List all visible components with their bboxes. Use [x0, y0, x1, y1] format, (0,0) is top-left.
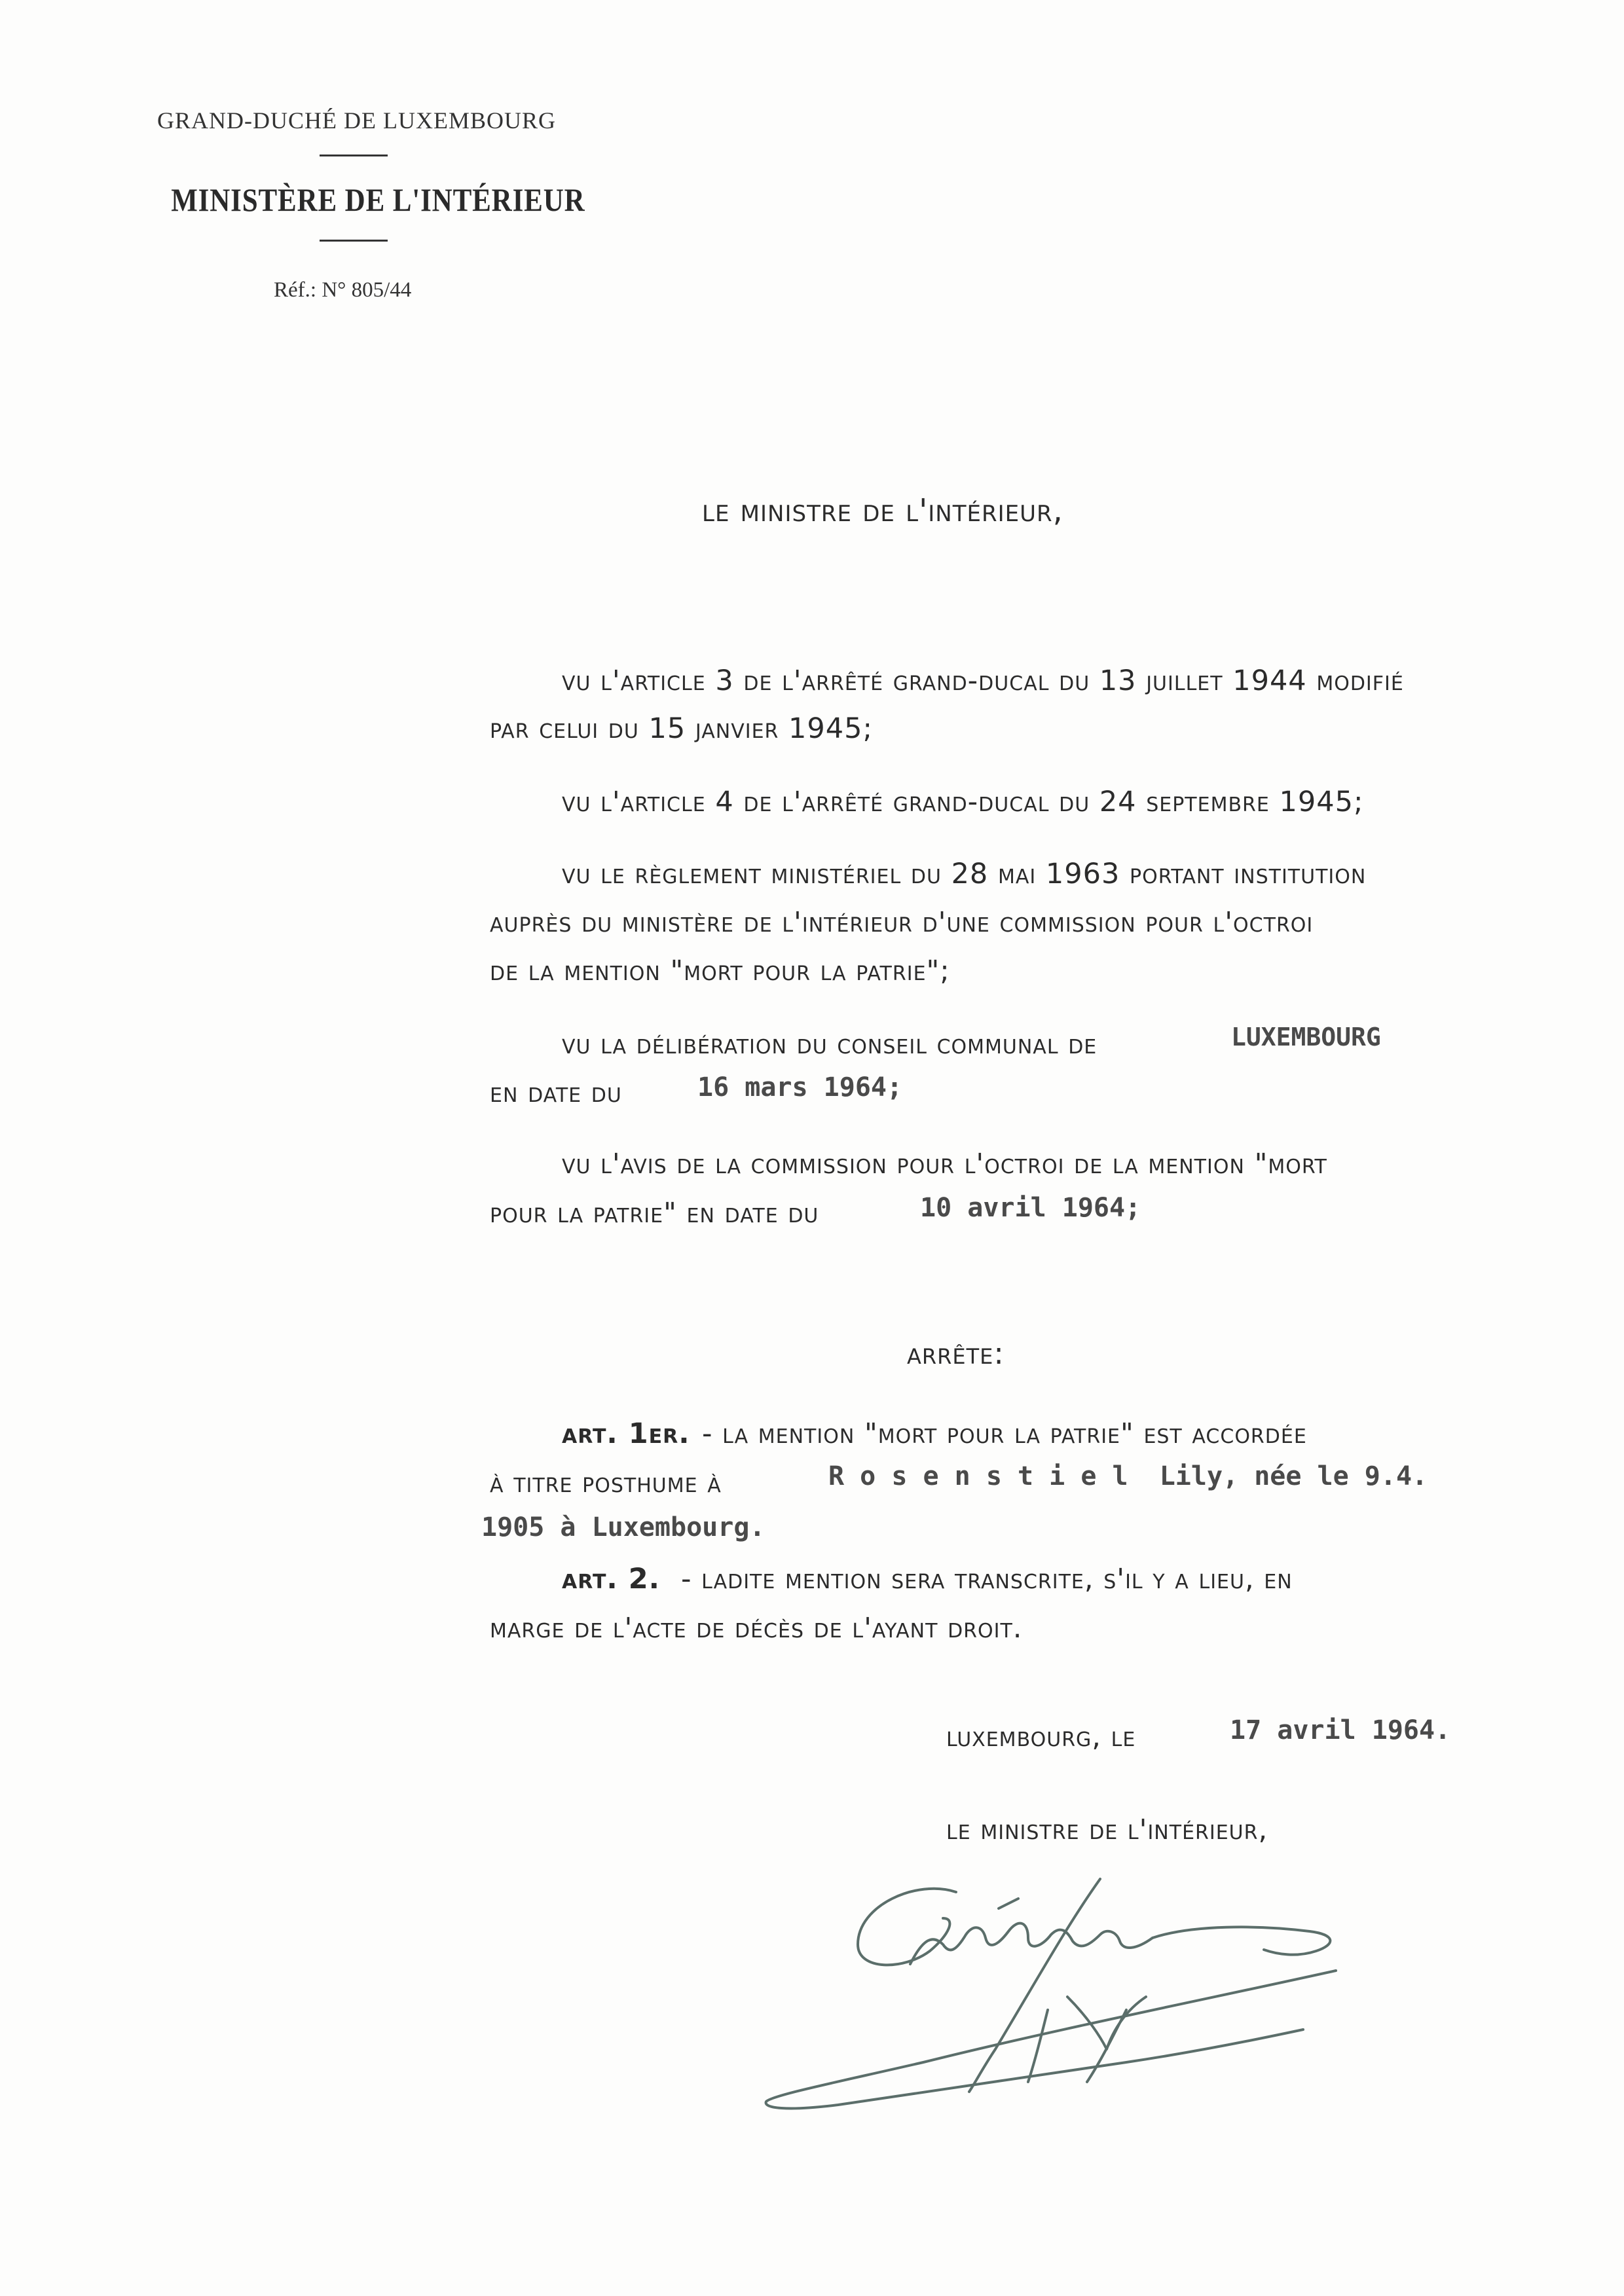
article-2-label: art. 2. [562, 1563, 660, 1595]
honoree-name-birth: R o s e n s t i e l Lily, née le 9.4. [828, 1461, 1428, 1491]
consideration-2: vu l'article 4 de l'arrêté grand-ducal du 24 septembre 1945; [562, 786, 1364, 818]
minister-signature [760, 1872, 1388, 2121]
consideration-5-line-1: vu l'avis de la commission pour l'octroi de la mention "mort [562, 1148, 1327, 1180]
article-1-line-1: - la mention "mort pour la patrie" est accordée [702, 1417, 1307, 1450]
decision-title: arrête: [907, 1336, 1005, 1371]
commune-name: LUXEMBOURG [1231, 1023, 1381, 1051]
article-1-line-2-prefix: à titre posthume à [490, 1467, 722, 1499]
consideration-3-line-1: vu le règlement ministériel du 28 mai 1963 portant institution [562, 858, 1367, 890]
consideration-3-line-3: de la mention "mort pour la patrie"; [490, 955, 950, 987]
consideration-1-line-2: par celui du 15 janvier 1945; [490, 712, 873, 745]
letterhead-ministry: MINISTÈRE DE L'INTÉRIEUR [171, 181, 585, 218]
commission-opinion-date: 10 avril 1964; [920, 1193, 1141, 1223]
consideration-3-line-2: auprès du ministère de l'intérieur d'une commission pour l'octroi [490, 906, 1314, 939]
deliberation-date: 16 mars 1964; [697, 1072, 903, 1102]
document-heading: le ministre de l'intérieur, [702, 492, 1063, 529]
letterhead-divider-top [320, 155, 388, 156]
letterhead-country: GRAND-DUCHÉ DE LUXEMBOURG [157, 107, 556, 134]
article-2-line-2: marge de l'acte de décès de l'ayant droit. [490, 1612, 1023, 1645]
consideration-5-line-2: pour la patrie" en date du [490, 1197, 819, 1230]
consideration-4-line-1: vu la délibération du conseil communal de [562, 1028, 1098, 1061]
signing-place: luxembourg, le [946, 1721, 1136, 1753]
consideration-4-line-2: en date du [490, 1076, 622, 1109]
signatory-title: le ministre de l'intérieur, [946, 1813, 1268, 1846]
consideration-1-line-1: vu l'article 3 de l'arrêté grand-ducal du 13 juillet 1944 modifié [562, 665, 1404, 697]
article-1-label: art. 1er. [562, 1417, 690, 1450]
article-1-line-3: 1905 à Luxembourg. [481, 1512, 766, 1542]
article-2-line-1: - ladite mention sera transcrite, s'il y a lieu, en [681, 1563, 1293, 1595]
letterhead-divider-bottom [320, 240, 388, 242]
signing-date: 17 avril 1964. [1230, 1715, 1451, 1745]
reference-number: Réf.: N° 805/44 [274, 278, 412, 302]
